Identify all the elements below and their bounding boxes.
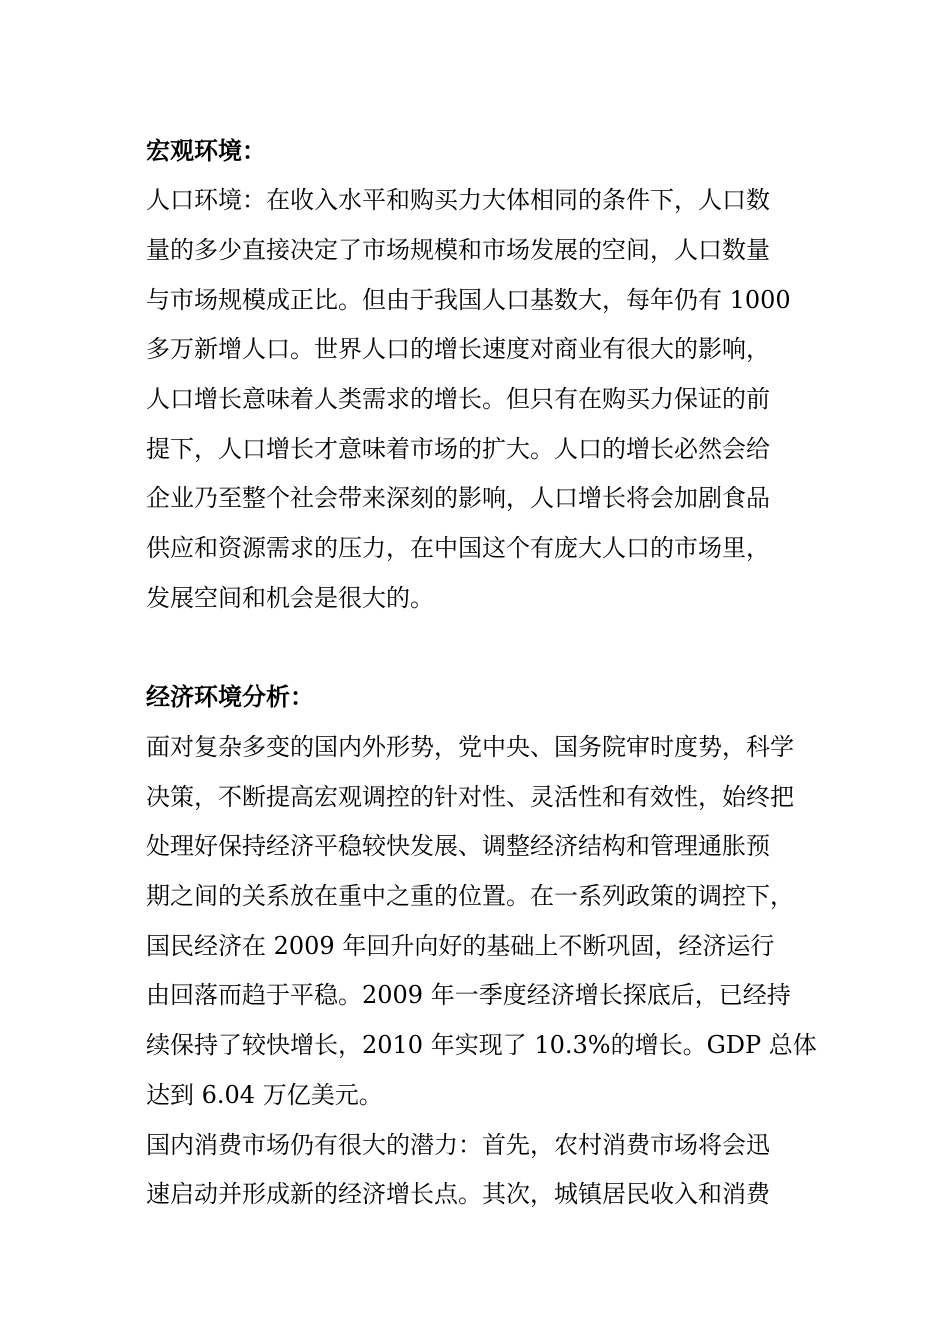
paragraph-line: 处理好保持经济平稳较快发展、调整经济结构和管理通胀预 — [146, 832, 770, 860]
paragraph-line: 与市场规模成正比。但由于我国人口基数大，每年仍有 1000 — [146, 286, 791, 314]
paragraph-line: 企业乃至整个社会带来深刻的影响，人口增长将会加剧食品 — [146, 484, 770, 512]
paragraph-line: 速启动并形成新的经济增长点。其次，城镇居民收入和消费 — [146, 1180, 770, 1208]
paragraph-line: 发展空间和机会是很大的。 — [146, 584, 434, 612]
section-heading-macro-environment: 宏观环境： — [146, 136, 266, 165]
paragraph-line: 达到 6.04 万亿美元。 — [146, 1081, 383, 1109]
paragraph-line: 面对复杂多变的国内外形势，党中央、国务院审时度势，科学 — [146, 733, 794, 761]
paragraph-line: 人口增长意味着人类需求的增长。但只有在购买力保证的前 — [146, 385, 770, 413]
paragraph-line: 供应和资源需求的压力，在中国这个有庞大人口的市场里， — [146, 534, 770, 562]
paragraph-line: 量的多少直接决定了市场规模和市场发展的空间，人口数量 — [146, 236, 770, 264]
paragraph-line: 多万新增人口。世界人口的增长速度对商业有很大的影响， — [146, 335, 770, 363]
paragraph-line: 提下，人口增长才意味着市场的扩大。人口的增长必然会给 — [146, 435, 770, 463]
paragraph-line: 人口环境：在收入水平和购买力大体相同的条件下，人口数 — [146, 186, 770, 214]
paragraph-line: 由回落而趋于平稳。2009 年一季度经济增长探底后，已经持 — [146, 981, 791, 1009]
paragraph-line: 续保持了较快增长，2010 年实现了 10.3%的增长。GDP 总体 — [146, 1031, 817, 1059]
paragraph-line: 国内消费市场仍有很大的潜力：首先，农村消费市场将会迅 — [146, 1131, 770, 1159]
paragraph-line: 决策，不断提高宏观调控的针对性、灵活性和有效性，始终把 — [146, 783, 794, 811]
section-heading-economic-environment: 经济环境分析： — [146, 682, 314, 711]
paragraph-line: 国民经济在 2009 年回升向好的基础上不断巩固，经济运行 — [146, 932, 775, 960]
paragraph-line: 期之间的关系放在重中之重的位置。在一系列政策的调控下， — [146, 882, 794, 910]
